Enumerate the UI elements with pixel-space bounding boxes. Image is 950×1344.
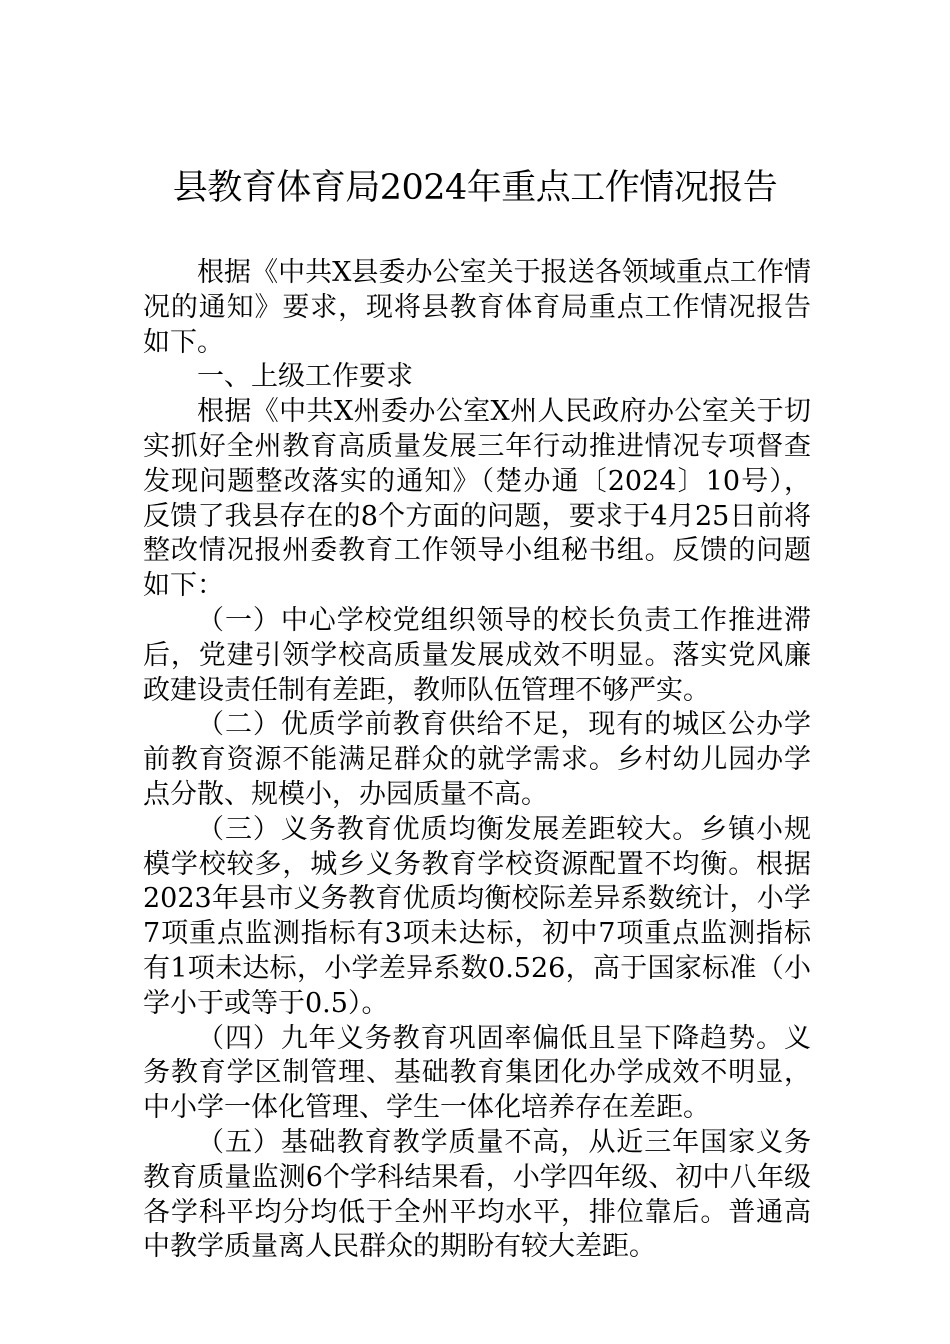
intro-paragraph: 根据《中共X县委办公室关于报送各领域重点工作情况的通知》要求，现将县教育体育局重点工作情况报告如下。	[143, 257, 811, 358]
document-title: 县教育体育局2024年重点工作情况报告	[172, 168, 778, 208]
section-paragraph: 根据《中共X州委办公室X州人民政府办公室关于切实抓好全州教育高质量发展三年行动推进情况专项督查发现问题整改落实的通知》（楚办通〔2024〕10号），反馈了我县存在的8个方面的问题，要求于4月25日前将整改情况报州委教育工作领导小组秘书组。反馈的问题如下：	[143, 396, 811, 602]
section-heading: 一、上级工作要求	[197, 361, 413, 393]
issue-item-3: （三）义务教育优质均衡发展差距较大。乡镇小规模学校较多，城乡义务教育学校资源配置不均衡。根据2023年县市义务教育优质均衡校际差异系数统计，小学7项重点监测指标有3项未达标，初中7项重点监测指标有1项未达标，小学差异系数0.526，高于国家标准（小学小于或等于0.5）。	[143, 813, 811, 1019]
issue-item-2: （二）优质学前教育供给不足，现有的城区公办学前教育资源不能满足群众的就学需求。乡村幼儿园办学点分散、规模小，办园质量不高。	[143, 709, 811, 810]
issue-item-5: （五）基础教育教学质量不高，从近三年国家义务教育质量监测6个学科结果看，小学四年级、初中八年级各学科平均分均低于全州平均水平，排位靠后。普通高中教学质量离人民群众的期盼有较大差距。	[143, 1126, 811, 1263]
issue-item-4: （四）九年义务教育巩固率偏低且呈下降趋势。义务教育学区制管理、基础教育集团化办学成效不明显，中小学一体化管理、学生一体化培养存在差距。	[143, 1022, 811, 1124]
issue-item-1: （一）中心学校党组织领导的校长负责工作推进滞后，党建引领学校高质量发展成效不明显。落实党风廉政建设责任制有差距，教师队伍管理不够严实。	[143, 604, 811, 706]
document-body	[143, 256, 811, 1265]
